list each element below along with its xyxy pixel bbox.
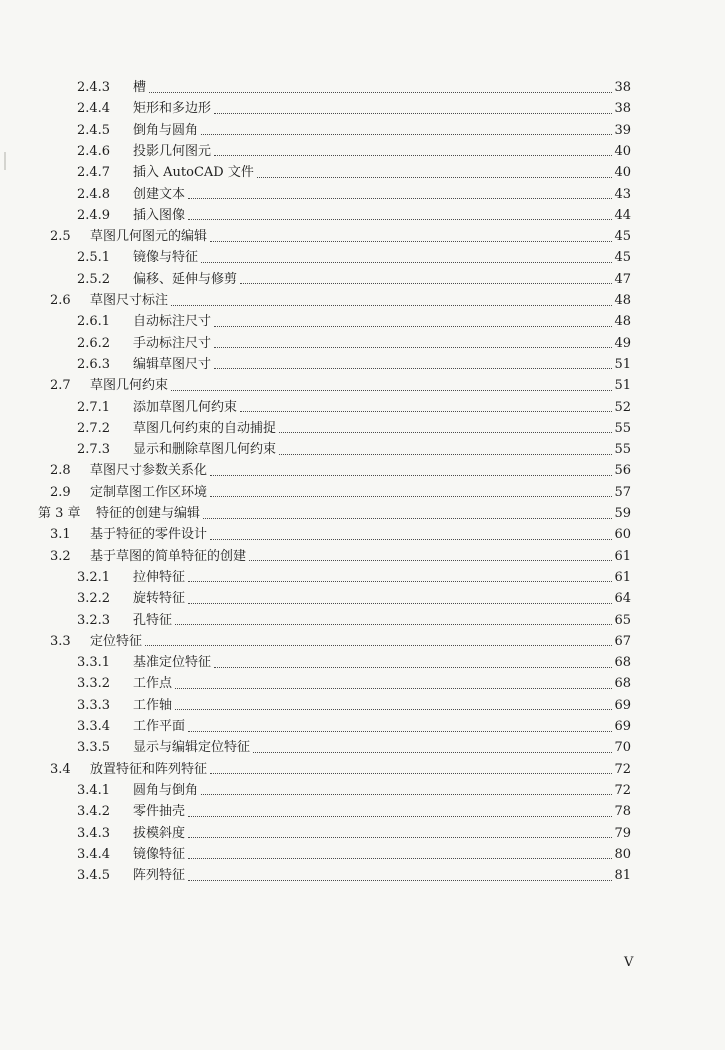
dot-leader [188, 816, 612, 817]
toc-entry-title: 草图几何图元的编辑 [90, 229, 208, 245]
toc-entry [50, 227, 631, 247]
dot-leader [188, 581, 612, 582]
toc-entry-number: 3.2.1 [77, 569, 111, 585]
toc-entry [77, 312, 631, 332]
toc-entry-number: 2.4.3 [77, 80, 111, 95]
toc-entry-title: 基于特征的零件设计 [90, 527, 208, 543]
toc-entry [77, 206, 631, 226]
toc-entry [50, 291, 631, 311]
toc-entry-number: 3.3.4 [77, 719, 111, 734]
toc-entry-page: 61 [614, 569, 631, 585]
toc-entry-page: 52 [614, 399, 631, 415]
toc-entry-number: 2.6 [50, 293, 71, 308]
toc-entry [77, 824, 631, 844]
toc-entry-title: 创建文本 [133, 186, 186, 202]
toc-entry [77, 440, 631, 460]
toc-entry-page: 40 [614, 143, 631, 159]
toc-entry-page: 65 [614, 612, 631, 628]
toc-entry-title: 草图几何约束 [90, 378, 169, 394]
toc-entry-number: 2.7 [50, 378, 71, 394]
dot-leader [175, 709, 612, 710]
toc-entry-number: 3.4.5 [77, 868, 111, 884]
toc-entry-title: 插入 AutoCAD 文件 [133, 165, 254, 181]
toc-entry-number: 3.3.5 [77, 740, 111, 756]
dot-leader [214, 113, 612, 114]
toc-entry-title: 投影几何图元 [133, 143, 212, 159]
toc-entry-title: 添加草图几何约束 [133, 399, 238, 415]
dot-leader [249, 560, 612, 561]
toc-entry [77, 248, 631, 268]
toc-entry-page: 68 [614, 676, 631, 692]
toc-entry-number: 2.7.1 [77, 399, 111, 415]
toc-entry-title: 显示和删除草图几何约束 [133, 442, 277, 458]
toc-entry-number: 3.4.3 [77, 825, 111, 841]
toc-entry [77, 121, 631, 141]
toc-entry [50, 547, 631, 567]
dot-leader [210, 241, 612, 242]
dot-leader [188, 837, 612, 838]
dot-leader [201, 262, 612, 263]
toc-entry-title: 放置特征和阵列特征 [90, 761, 208, 777]
toc-entry-page: 81 [614, 868, 631, 884]
toc-entry [50, 760, 631, 780]
toc-entry-page: 43 [614, 186, 631, 202]
dot-leader [210, 475, 612, 476]
dot-leader [145, 645, 612, 646]
dot-leader [214, 347, 612, 348]
toc-entry-title: 偏移、延伸与修剪 [133, 271, 238, 287]
toc-entry-page: 78 [614, 804, 631, 820]
toc-entry [77, 674, 631, 694]
dot-leader [279, 454, 612, 455]
toc-entry-title: 镜像与特征 [133, 250, 199, 266]
toc-entry [77, 142, 631, 162]
dot-leader [188, 731, 612, 732]
toc-entry-page: 55 [614, 420, 631, 436]
dot-leader [175, 688, 612, 689]
dot-leader [279, 432, 612, 433]
dot-leader [257, 177, 613, 178]
toc-entry-page: 45 [614, 250, 631, 266]
toc-entry [38, 504, 631, 524]
toc-entry-page: 38 [614, 101, 631, 117]
dot-leader [240, 411, 612, 412]
dot-leader [188, 219, 612, 220]
toc-entry [50, 376, 631, 396]
toc-entry-page: 60 [614, 527, 631, 543]
scan-edge-mark [4, 152, 6, 170]
toc-entry-page: 45 [614, 229, 631, 245]
dot-leader [210, 496, 612, 497]
toc-entry-page: 48 [614, 293, 631, 308]
toc-entry-title: 圆角与倒角 [133, 782, 199, 798]
toc-entry-page: 68 [614, 655, 631, 671]
toc-entry [77, 696, 631, 716]
toc-entry [50, 632, 631, 652]
toc-entry [77, 163, 631, 183]
toc-entry-number: 2.9 [50, 484, 71, 500]
toc-entry-title: 拉伸特征 [133, 569, 186, 585]
toc-entry-page: 48 [614, 314, 631, 330]
toc-entry-page: 55 [614, 442, 631, 458]
toc-entry-title: 草图尺寸参数关系化 [90, 463, 208, 479]
toc-entry-title: 孔特征 [133, 612, 173, 628]
toc-entry-title: 基准定位特征 [133, 655, 212, 671]
toc-entry-page: 61 [614, 548, 631, 564]
toc-entry-number: 3.2 [50, 548, 71, 564]
toc-entry-title: 草图尺寸标注 [90, 293, 169, 308]
dot-leader [188, 880, 612, 881]
toc-entry-title: 自动标注尺寸 [133, 314, 212, 330]
toc-entry-page: 44 [614, 207, 631, 223]
dot-leader [214, 667, 612, 668]
toc-entry-number: 3.1 [50, 527, 71, 543]
dot-leader [201, 794, 612, 795]
dot-leader [240, 283, 612, 284]
toc-entry [77, 802, 631, 822]
dot-leader [210, 773, 612, 774]
page-number: V [624, 955, 634, 970]
toc-entry-page: 79 [614, 825, 631, 841]
toc-entry-page: 70 [614, 740, 631, 756]
toc-entry-number: 2.7.3 [77, 442, 111, 458]
toc-entry-number: 第 3 章 [38, 506, 81, 521]
toc-entry-page: 49 [614, 335, 631, 351]
toc-entry [77, 185, 631, 205]
toc-entry-number: 3.4.2 [77, 804, 111, 820]
toc-entry-number: 2.7.2 [77, 420, 111, 436]
toc-entry-title: 定位特征 [90, 633, 143, 649]
toc-entry-number: 2.4.5 [77, 122, 111, 138]
toc-entry [77, 611, 631, 631]
toc-entry-number: 3.3.3 [77, 697, 111, 713]
toc-entry-page: 47 [614, 271, 631, 287]
toc-entry-title: 矩形和多边形 [133, 101, 212, 117]
toc-entry-page: 69 [614, 697, 631, 713]
toc-entry-title: 镜像特征 [133, 846, 186, 862]
toc-entry [77, 355, 631, 375]
toc-entry [77, 270, 631, 290]
toc-entry-page: 51 [614, 378, 631, 394]
toc-entry-number: 3.4 [50, 761, 71, 777]
toc-entry-number: 2.5.2 [77, 271, 111, 287]
toc-entry-title: 特征的创建与编辑 [96, 506, 201, 521]
toc-entry-number: 2.6.3 [77, 356, 111, 372]
toc-entry-number: 3.4.1 [77, 782, 111, 798]
toc-entry [77, 653, 631, 673]
toc-entry [50, 461, 631, 481]
toc-entry-page: 57 [614, 484, 631, 500]
toc-entry [77, 99, 631, 119]
toc-entry-title: 工作点 [133, 676, 173, 692]
toc-entry [77, 78, 631, 98]
dot-leader [171, 305, 612, 306]
toc-entry-title: 工作平面 [133, 719, 186, 734]
toc-entry-page: 69 [614, 719, 631, 734]
toc-entry-number: 2.4.8 [77, 186, 111, 202]
dot-leader [175, 624, 612, 625]
toc-entry-number: 2.6.1 [77, 314, 111, 330]
toc-entry-number: 2.4.6 [77, 143, 111, 159]
dot-leader [188, 603, 612, 604]
dot-leader [201, 134, 612, 135]
toc-entry-page: 67 [614, 633, 631, 649]
toc-entry-number: 3.3.1 [77, 655, 111, 671]
dot-leader [203, 518, 612, 519]
toc-entry-number: 2.5.1 [77, 250, 111, 266]
toc-entry-page: 80 [614, 846, 631, 862]
toc-entry-title: 倒角与圆角 [133, 122, 199, 138]
toc-entry-title: 零件抽壳 [133, 804, 186, 820]
toc-entry-page: 72 [614, 782, 631, 798]
toc-entry [77, 419, 631, 439]
toc-entry-number: 2.4.4 [77, 101, 111, 117]
toc-entry [77, 568, 631, 588]
toc-entry-number: 2.4.7 [77, 165, 111, 181]
dot-leader [188, 198, 612, 199]
dot-leader [149, 92, 612, 93]
toc-entry-title: 工作轴 [133, 697, 173, 713]
toc-entry [50, 525, 631, 545]
toc-entry-title: 阵列特征 [133, 868, 186, 884]
dot-leader [210, 539, 612, 540]
toc-entry-number: 2.6.2 [77, 335, 111, 351]
toc-entry [50, 483, 631, 503]
toc-entry-page: 72 [614, 761, 631, 777]
toc-entry-number: 3.3 [50, 633, 71, 649]
toc-entry [77, 781, 631, 801]
dot-leader [171, 390, 612, 391]
toc-entry-title: 定制草图工作区环境 [90, 484, 208, 500]
toc-entry-page: 40 [614, 165, 631, 181]
toc-entry [77, 717, 631, 737]
toc-entry-title: 拔模斜度 [133, 825, 186, 841]
toc-entry [77, 334, 631, 354]
toc-entry [77, 398, 631, 418]
toc-entry [77, 866, 631, 886]
dot-leader [188, 858, 612, 859]
toc-entry-number: 3.2.2 [77, 591, 111, 607]
toc-entry-page: 38 [614, 80, 631, 95]
toc-entry-title: 草图几何约束的自动捕捉 [133, 420, 277, 436]
toc-entry-title: 基于草图的简单特征的创建 [90, 548, 247, 564]
toc-entry-title: 槽 [133, 80, 147, 95]
toc-entry-title: 显示与编辑定位特征 [133, 740, 251, 756]
toc-entry-page: 59 [614, 506, 631, 521]
dot-leader [214, 368, 612, 369]
toc-entry-number: 2.5 [50, 229, 71, 245]
toc-entry-page: 39 [614, 122, 631, 138]
toc-entry-number: 2.8 [50, 463, 71, 479]
dot-leader [214, 155, 612, 156]
toc-entry-title: 插入图像 [133, 207, 186, 223]
toc-entry-number: 3.2.3 [77, 612, 111, 628]
toc-entry-page: 56 [614, 463, 631, 479]
toc-entry-number: 3.3.2 [77, 676, 111, 692]
toc-entry-title: 手动标注尺寸 [133, 335, 212, 351]
toc-entry-page: 51 [614, 356, 631, 372]
toc-entry-title: 编辑草图尺寸 [133, 356, 212, 372]
toc-entry [77, 589, 631, 609]
dot-leader [253, 752, 612, 753]
toc-entry-number: 3.4.4 [77, 846, 111, 862]
toc-entry [77, 738, 631, 758]
toc-entry [77, 845, 631, 865]
dot-leader [214, 326, 612, 327]
toc-entry-number: 2.4.9 [77, 207, 111, 223]
toc-entry-page: 64 [614, 591, 631, 607]
toc-entry-title: 旋转特征 [133, 591, 186, 607]
